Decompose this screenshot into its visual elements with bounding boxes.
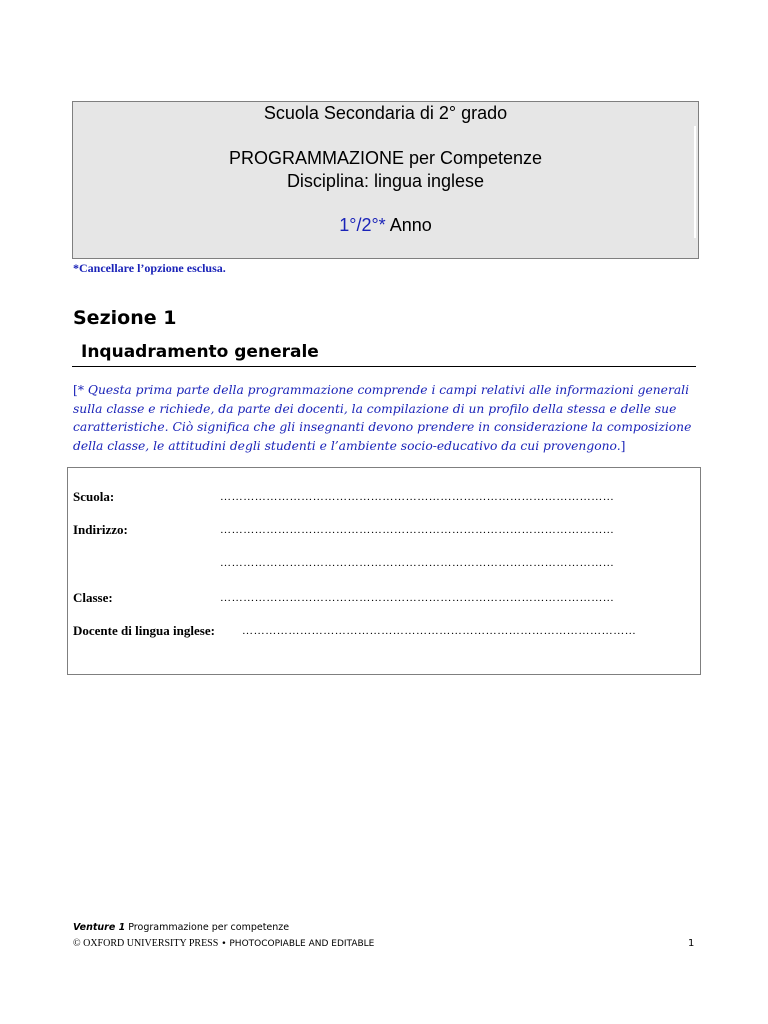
intro-close-bracket: ] (620, 438, 626, 453)
address-field-line-2[interactable]: ………………………………………………………………………………………… (220, 557, 615, 569)
section-divider (72, 366, 696, 367)
section-intro (73, 381, 703, 455)
class-label: Classe: (73, 590, 113, 605)
footer-copyright-line (73, 938, 374, 949)
class-field[interactable]: ………………………………………………………………………………………… (220, 592, 615, 604)
school-level: Scuola Secondaria di 2° grado (263, 103, 508, 123)
year-options: 1°/2°* (339, 215, 386, 235)
footer-copyright: © OXFORD UNIVERSITY PRESS (73, 938, 219, 949)
page-number: 1 (688, 938, 695, 949)
footer-bullet: • (221, 939, 227, 949)
footer-book-line (73, 922, 289, 933)
intro-open-bracket: [ (73, 383, 78, 397)
address-field[interactable]: ………………………………………………………………………………………… (220, 524, 615, 536)
footer-book-title: Venture 1 (73, 922, 126, 933)
section-title: Inquadramento generale (81, 342, 319, 362)
subject-line: Disciplina: lingua inglese (286, 171, 485, 191)
programme-title: PROGRAMMAZIONE per Competenze (228, 148, 543, 168)
teacher-field[interactable]: ………………………………………………………………………………………… (242, 625, 637, 637)
school-label: Scuola: (73, 489, 115, 504)
school-field[interactable]: ………………………………………………………………………………………… (220, 491, 615, 503)
address-label: Indirizzo: (73, 522, 128, 537)
document-header-box (72, 101, 699, 259)
year-line (73, 214, 698, 236)
footer-book-subtitle: Programmazione per competenze (128, 922, 290, 933)
teacher-label: Docente di lingua inglese: (73, 623, 215, 638)
option-note: *Cancellare l’opzione esclusa. (73, 261, 226, 275)
section-number: Sezione 1 (73, 307, 177, 329)
footer-rights: PHOTOCOPIABLE AND EDITABLE (229, 939, 375, 949)
year-word: Anno (389, 215, 432, 235)
intro-text: * Questa prima parte della programmazione comprende i campi relativi alle informazioni generali sulla classe e richiede, da parte dei docenti, la compilazione di un profilo della stessa e delle sue caratteristiche. Ciò significa che gli insegnanti devono prendere in considerazione la composizione della classe, le attitudini degli studenti e l’ambiente socio-educativo da cui provengono. (73, 383, 692, 453)
